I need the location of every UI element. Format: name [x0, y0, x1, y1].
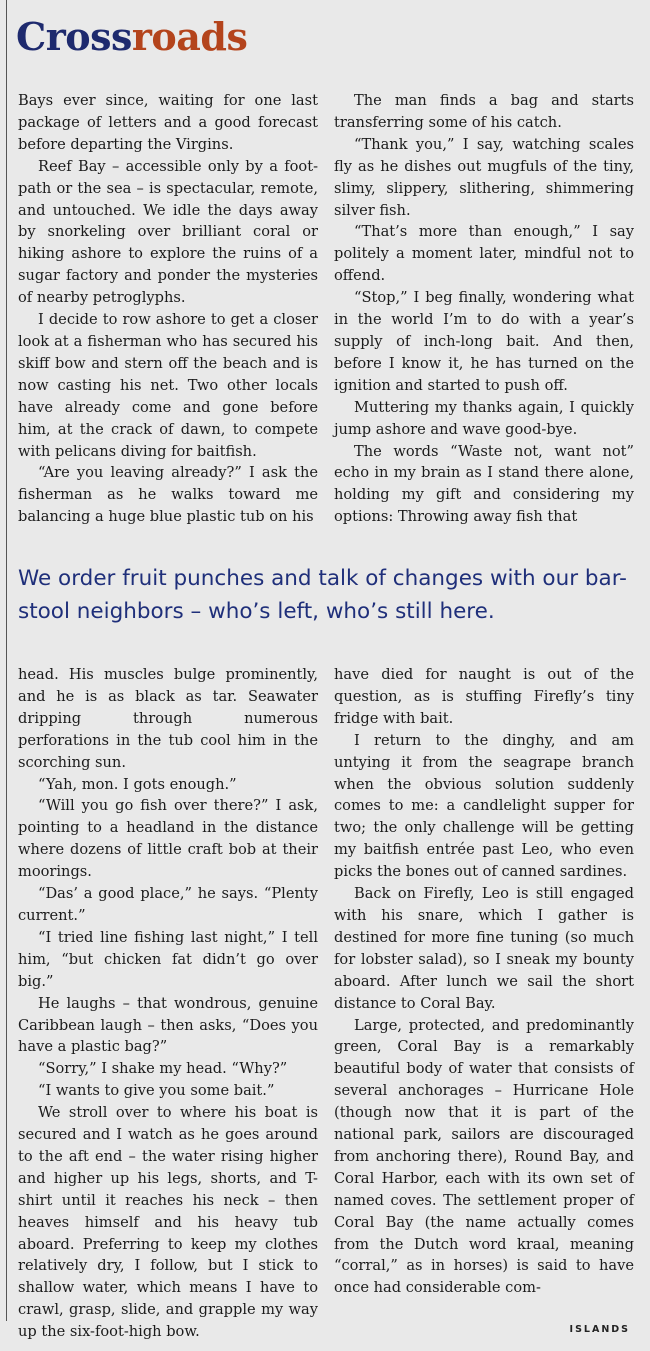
- paragraph: I decide to row ashore to get a closer look at a fisherman who has secured his skiff bow and stern off the beach and is now casting his net. Two other locals have already come and gone before him, at the crack of dawn, to compete with pelicans diving for baitfish.: [18, 311, 318, 460]
- section-title-part1: Cross: [16, 14, 132, 59]
- column-bottom-right: [334, 664, 634, 1299]
- paragraph: Bays ever since, waiting for one last package of letters and a good forecast before departing the Virgins.: [18, 92, 318, 153]
- paragraph: “Das’ a good place,” he says. “Plenty current.”: [18, 885, 318, 924]
- paragraph: Back on Firefly, Leo is still engaged with his snare, which I gather is destined for more fine tuning (so much for lobster salad), so I sneak my bounty aboard. After lunch we sail the short distance to Coral Bay.: [334, 885, 634, 1012]
- section-title-part2: roads: [131, 14, 248, 59]
- paragraph: “That’s more than enough,” I say politely a moment later, mindful not to offend.: [334, 223, 634, 285]
- paragraph: The man finds a bag and starts transferring some of his catch.: [334, 92, 634, 131]
- paragraph: “Yah, mon. I gots enough.”: [38, 775, 237, 793]
- magazine-folio: ISLANDS: [569, 1324, 630, 1335]
- paragraph: I return to the dinghy, and am untying it from the seagrape branch when the obvious solution suddenly comes to me: a candlelight supper for two; the only challenge will be getting my baitfish entrée past Leo, who even picks the bones out of canned sardines.: [334, 731, 634, 881]
- paragraph: The words “Waste not, want not” echo in my brain as I stand there alone, holding my gift and considering my options: Throwing away fish that: [334, 442, 634, 526]
- paragraph: “Sorry,” I shake my head. “Why?”: [38, 1060, 288, 1078]
- paragraph: “I tried line fishing last night,” I tell him, “but chicken fat didn’t go over big.”: [18, 928, 318, 990]
- paragraph: “I wants to give you some bait.”: [38, 1082, 275, 1100]
- pull-quote: We order fruit punches and talk of changes with our bar-stool neighbors – who’s left, who’s still here.: [18, 566, 627, 624]
- column-top-left: [18, 90, 318, 528]
- paragraph: We stroll over to where his boat is secured and I watch as he goes around to the aft end – the water rising higher and higher up his legs, shorts, and T-shirt until it reaches his neck – then heaves himself and his heavy tub aboard. Preferring to keep my clothes relatively dry, I follow, but I stick to shallow water, which means I have to crawl, grasp, slide, and grapple my way up the six-foot-high bow.: [18, 1104, 318, 1341]
- page-margin-rule: [6, 0, 7, 1321]
- paragraph: “Stop,” I beg finally, wondering what in the world I’m to do with a year’s supply of inch-long bait. And then, before I know it, he has turned on the ignition and started to push off.: [334, 289, 634, 394]
- paragraph: “Are you leaving already?” I ask the fisherman as he walks toward me balancing a huge blue plastic tub on his: [18, 464, 318, 526]
- paragraph: “Thank you,” I say, watching scales fly as he dishes out mugfuls of the tiny, slimy, slippery, slithering, shimmering silver fish.: [334, 135, 634, 219]
- paragraph: Reef Bay – accessible only by a foot-path or the sea – is spectacular, remote, and untouched. We idle the days away by snorkeling over brilliant coral or hiking ashore to explore the ruins of a sugar factory and ponder the mysteries of nearby petroglyphs.: [18, 157, 318, 307]
- paragraph: Muttering my thanks again, I quickly jump ashore and wave good-bye.: [334, 398, 634, 438]
- column-bottom-left: [18, 664, 318, 1343]
- column-top-right: [334, 90, 634, 528]
- section-title: [16, 14, 248, 59]
- paragraph: have died for naught is out of the question, as is stuffing Firefly’s tiny fridge with bait.: [334, 666, 634, 727]
- paragraph: Large, protected, and predominantly green, Coral Bay is a remarkably beautiful body of water that consists of several anchorages – Hurricane Hole (though now that it is part of the national park, sailors are discouraged from anchoring there), Round Bay, and Coral Harbor, each with its own set of named coves. The settlement proper of Coral Bay (the name actually comes from the Dutch word kraal, meaning “corral,” as in horses) is said to have once had considerable com-: [334, 1016, 634, 1297]
- paragraph: “Will you go fish over there?” I ask, pointing to a headland in the distance where dozens of little craft bob at their moorings.: [18, 797, 318, 881]
- paragraph: He laughs – that wondrous, genuine Caribbean laugh – then asks, “Does you have a plastic bag?”: [18, 994, 318, 1056]
- paragraph: head. His muscles bulge prominently, and he is as black as tar. Seawater dripping through numerous perforations in the tub cool him in the scorching sun.: [18, 666, 318, 771]
